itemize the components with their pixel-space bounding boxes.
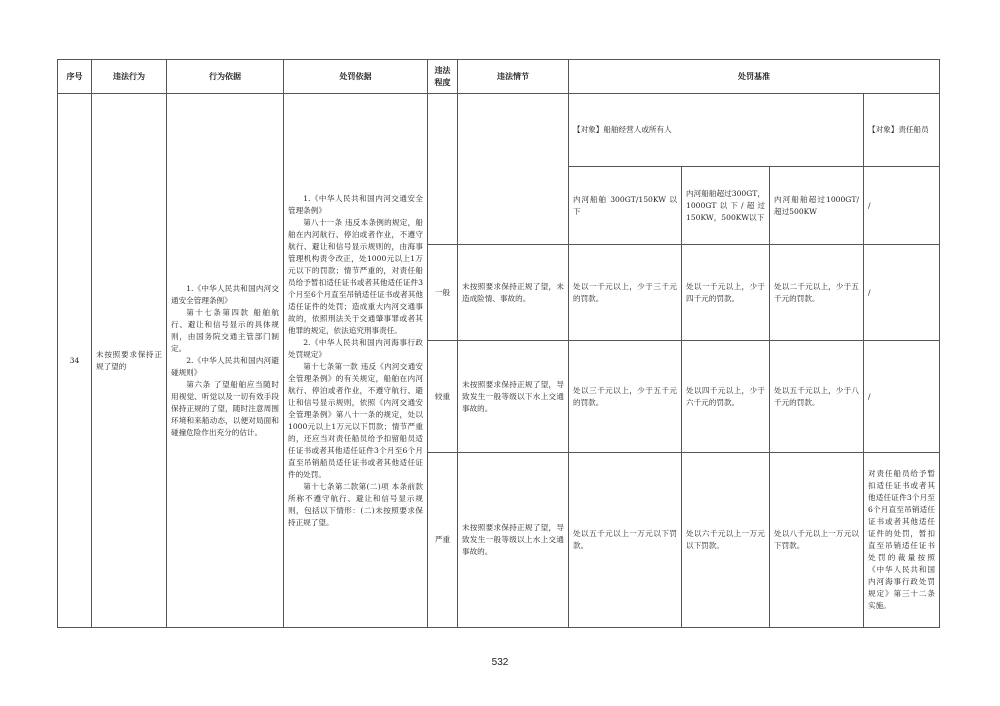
fine-small-heavy: 处以三千元以上，少于五千元的罚款。 (569, 341, 682, 453)
table-row (58, 94, 940, 167)
fine-mid-heavy: 处以四千元以上，少于六千元的罚款。 (682, 341, 770, 453)
page-number: 532 (491, 657, 509, 668)
circumstance-blank (458, 94, 569, 245)
penalty-paragraph: 第八十一条 违反本条例的规定，船舶在内河航行、停泊或者作业，不遵守航行、避让和信号显示规则的，由海事管理机构责令改正，处1000元以上1万元以下的罚款；情节严重的，对责任船员给予暂扣适任证书或者其他适任证件3个月至6个月直至吊销适任证书或者其他适任证件的处罚；造成重大内河交通事故的，依照刑法关于交通肇事罪或者其他罪的规定，依法追究刑事责任。 (288, 217, 423, 335)
header-basis: 行为依据 (167, 60, 284, 94)
row-penalty-basis (284, 94, 428, 628)
spec-crew: / (864, 167, 940, 245)
basis-paragraph: 1.《中华人民共和国内河交通安全管理条例》 (171, 283, 279, 305)
penalty-paragraph: 第十七条第二款第(二)项 本条前款所称不遵守航行、避让和信号显示规则，包括以下情形：(二)未按照要求保持正规了望。 (288, 481, 423, 527)
fine-large-heavy: 处以五千元以上，少于八千元的罚款。 (770, 341, 864, 453)
fine-large-severe: 处以八千元以上一万元以下罚款。 (770, 453, 864, 628)
row-seq: 34 (58, 94, 92, 628)
degree-blank (428, 94, 458, 245)
spec-mid: 内河船舶超过300GT，1000GT以下/超过150KW，500KW以下 (682, 167, 770, 245)
crew-heavy: / (864, 341, 940, 453)
fine-mid-general: 处以一千元以上，少于四千元的罚款。 (682, 245, 770, 341)
fine-large-general: 处以二千元以上，少于五千元的罚款。 (770, 245, 864, 341)
header-standard: 处罚基准 (569, 60, 940, 94)
object-crew: 【对象】责任船员 (864, 94, 940, 167)
basis-paragraph: 2.《中华人民共和国内河避碰规则》 (171, 355, 279, 377)
degree-heavy: 较重 (428, 341, 458, 453)
row-basis (167, 94, 284, 628)
circumstance-general: 未按照要求保持正规了望，未造成险情、事故的。 (458, 245, 569, 341)
crew-severe: 对责任船员给予暂扣适任证书或者其他适任证件3个月至6个月直至吊销适任证书或者其他适任证件的处罚，暂扣直至吊销适任证书处罚的裁量按照《中华人民共和国内河海事行政处罚规定》第三十二条实施。 (864, 453, 940, 628)
fine-small-general: 处以一千元以上，少于三千元的罚款。 (569, 245, 682, 341)
header-circumstance: 违法情节 (458, 60, 569, 94)
penalty-standard-table (57, 59, 940, 628)
basis-paragraph: 第十七条第四款 船舶航行、避让和信号显示的具体规则，由国务院交通主管部门制定。 (171, 307, 279, 353)
penalty-paragraph: 第十七条第一款 违反《内河交通安全管理条例》的有关规定，船舶在内河航行、停泊或者作业，不遵守航行、避让和信号显示规则，依照《内河交通安全管理条例》第八十一条的规定，处以1000元以上1万元以下罚款；情节严重的，还应当对责任船员给予扣留船员适任证书或者其他适任证件3个月至6个月直至吊销船员适任证书或者其他适任证件的处罚。 (288, 361, 423, 479)
header-penalty-basis: 处罚依据 (284, 60, 428, 94)
crew-general: / (864, 245, 940, 341)
spec-large: 内河船舶超过1000GT/超过500KW (770, 167, 864, 245)
penalty-paragraph: 2.《中华人民共和国内河海事行政处罚规定》 (288, 337, 423, 359)
header-act: 违法行为 (92, 60, 167, 94)
fine-mid-severe: 处以六千元以上一万元以下罚款。 (682, 453, 770, 628)
object-owner: 【对象】船舶经营人或所有人 (569, 94, 864, 167)
header-seq: 序号 (58, 60, 92, 94)
header-degree: 违法程度 (428, 60, 458, 94)
degree-severe: 严重 (428, 453, 458, 628)
circumstance-heavy: 未按照要求保持正规了望，导致发生一般等级以下水上交通事故的。 (458, 341, 569, 453)
penalty-paragraph: 1.《中华人民共和国内河交通安全管理条例》 (288, 193, 423, 215)
row-act: 未按照要求保持正规了望的 (92, 94, 167, 628)
degree-general: 一般 (428, 245, 458, 341)
header-row (58, 60, 940, 94)
fine-small-severe: 处以五千元以上一万元以下罚款。 (569, 453, 682, 628)
basis-paragraph: 第六条 了望船舶应当随时用视觉、听觉以及一切有效手段保持正规的了望，随时注意周围环境和来船动态，以便对局面和碰撞危险作出充分的估计。 (171, 379, 279, 437)
circumstance-severe: 未按照要求保持正规了望，导致发生一般等级以上水上交通事故的。 (458, 453, 569, 628)
spec-small: 内河船舶 300GT/150KW 以下 (569, 167, 682, 245)
